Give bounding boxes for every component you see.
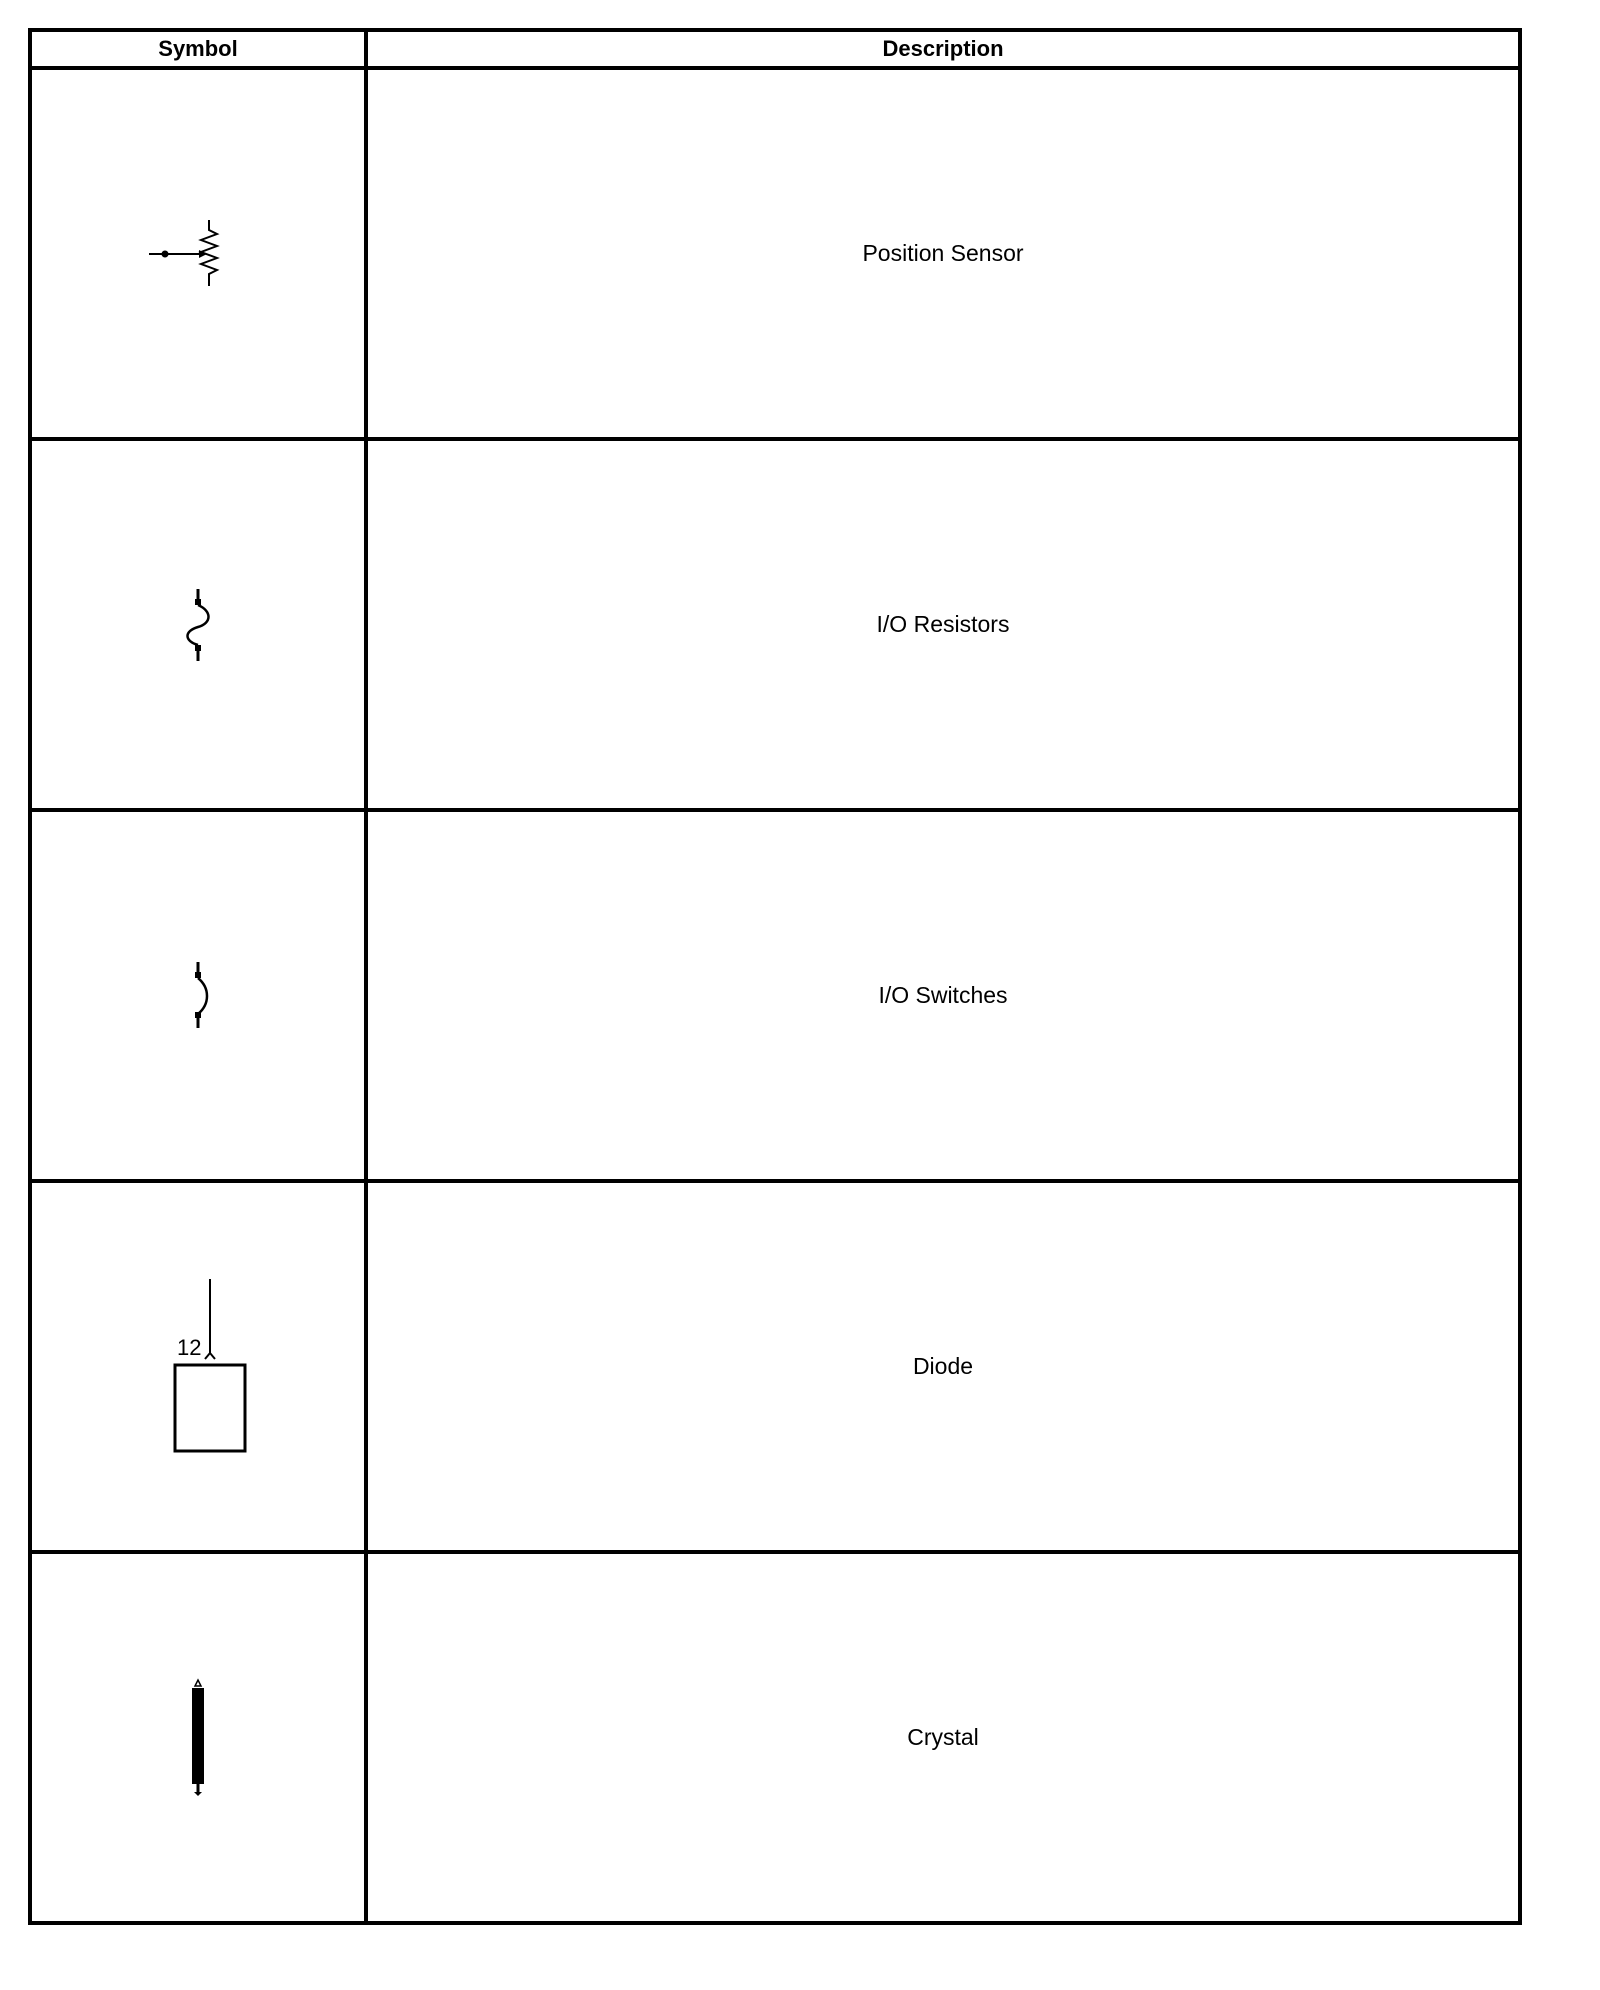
description-cell: I/O Resistors [366, 439, 1520, 810]
io-resistor-icon [168, 585, 228, 665]
io-switch-icon [168, 956, 228, 1036]
crystal-icon [168, 1678, 228, 1798]
diode-icon [143, 1277, 253, 1457]
position-sensor-icon [143, 214, 253, 294]
description-cell: Diode [366, 1181, 1520, 1552]
table-row [30, 1552, 1520, 1923]
description-cell: Crystal [366, 1552, 1520, 1923]
description-header: Description [366, 30, 1520, 68]
table-row [30, 439, 1520, 810]
symbol-table [28, 28, 1522, 1925]
table-row [30, 1181, 1520, 1552]
symbol-header: Symbol [30, 30, 366, 68]
description-cell: I/O Switches [366, 810, 1520, 1181]
table-row [30, 68, 1520, 439]
table-row [30, 810, 1520, 1181]
symbol-cell [30, 1181, 366, 1552]
header-row [30, 30, 1520, 68]
symbol-cell [30, 810, 366, 1181]
diode-pin-label: 12 [177, 1334, 202, 1360]
symbol-cell [30, 1552, 366, 1923]
symbol-cell [30, 439, 366, 810]
description-cell: Position Sensor [366, 68, 1520, 439]
symbol-cell [30, 68, 366, 439]
